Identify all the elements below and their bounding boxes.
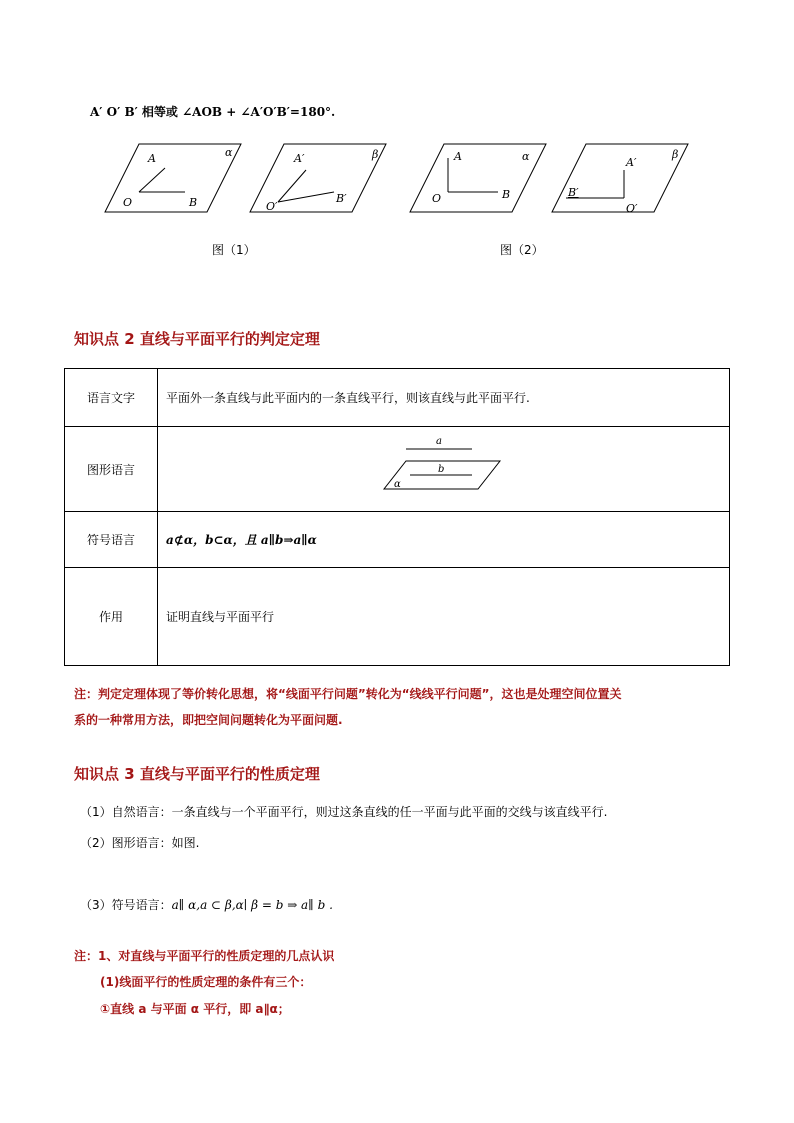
label-A: A	[148, 152, 156, 165]
kp3-note-item: ①直线 a 与平面 α 平行，即 a∥α；	[100, 1002, 290, 1016]
graphic-value	[158, 427, 730, 512]
note-line-1: 注：判定定理体现了等价转化思想，将“线面平行问题”转化为“线线平行问题”，这也是处理空间位置关	[74, 687, 622, 701]
use-value: 证明直线与平面平行	[158, 568, 730, 666]
kp2-note	[74, 681, 734, 733]
verbal-value: 平面外一条直线与此平面内的一条直线平行，则该直线与此平面平行.	[158, 369, 730, 427]
figure-2-plane-alpha	[408, 140, 548, 220]
graphic-label: 图形语言	[65, 427, 158, 512]
label-a: a	[436, 435, 442, 447]
parallel-line-plane-diagram	[382, 433, 512, 503]
kp3-item-1: （1）自然语言：一条直线与一个平面平行，则过这条直线的任一平面与此平面的交线与该直线平行.	[80, 805, 608, 819]
label-B: B	[189, 196, 198, 209]
table-row-graphic	[65, 427, 730, 512]
figure-2-plane-beta	[550, 140, 690, 220]
label-B-prime: B′	[336, 192, 347, 205]
label-beta: β	[672, 148, 679, 161]
kp2-heading: 知识点 2 直线与平面平行的判定定理	[74, 330, 320, 348]
figure-1-plane-beta	[248, 140, 388, 220]
label-A-prime: A′	[626, 156, 637, 169]
note-line-2: 系的一种常用方法，即把空间问题转化为平面问题.	[74, 713, 343, 727]
angle-relation-text: A′ O′ B′ 相等或 ∠AOB + ∠A′O′B′=180°.	[90, 105, 336, 119]
label-A-prime: A′	[294, 152, 305, 165]
kp3-note-sub: (1)线面平行的性质定理的条件有三个：	[100, 975, 312, 989]
caption-figure-2: 图（2）	[500, 243, 544, 257]
use-label: 作用	[65, 568, 158, 666]
label-O: O	[432, 192, 442, 205]
label-beta: β	[372, 148, 379, 161]
label-O-prime: O′	[266, 200, 278, 213]
label-B: B	[502, 188, 511, 201]
kp3-heading: 知识点 3 直线与平面平行的性质定理	[74, 765, 320, 783]
figure-1-plane-alpha	[103, 140, 243, 220]
label-B-prime: B′	[568, 186, 579, 199]
label-alpha: α	[522, 150, 530, 163]
label-b: b	[438, 463, 445, 475]
label-O-prime: O′	[626, 202, 638, 215]
symbol-value: a⊄α，b⊂α，且 a∥b⇒a∥α	[158, 512, 730, 568]
item-3-formula: a∥ α,a ⊂ β,α∣ β = b ⇒ a∥ b .	[171, 898, 333, 912]
kp3-note-title: 注：1、对直线与平面平行的性质定理的几点认识	[74, 949, 335, 963]
label-alpha: α	[225, 146, 233, 159]
kp3-item-2: （2）图形语言：如图.	[80, 836, 200, 850]
kp3-item-3	[80, 896, 333, 913]
table-row-symbol	[65, 512, 730, 568]
kp2-table	[64, 368, 730, 666]
caption-figure-1: 图（1）	[212, 243, 256, 257]
label-A: A	[454, 150, 462, 163]
symbol-label: 符号语言	[65, 512, 158, 568]
item-3-prefix: （3）符号语言：	[80, 898, 172, 912]
label-alpha: α	[394, 478, 401, 490]
verbal-label: 语言文字	[65, 369, 158, 427]
table-row-verbal	[65, 369, 730, 427]
label-O: O	[123, 196, 133, 209]
table-row-use	[65, 568, 730, 666]
